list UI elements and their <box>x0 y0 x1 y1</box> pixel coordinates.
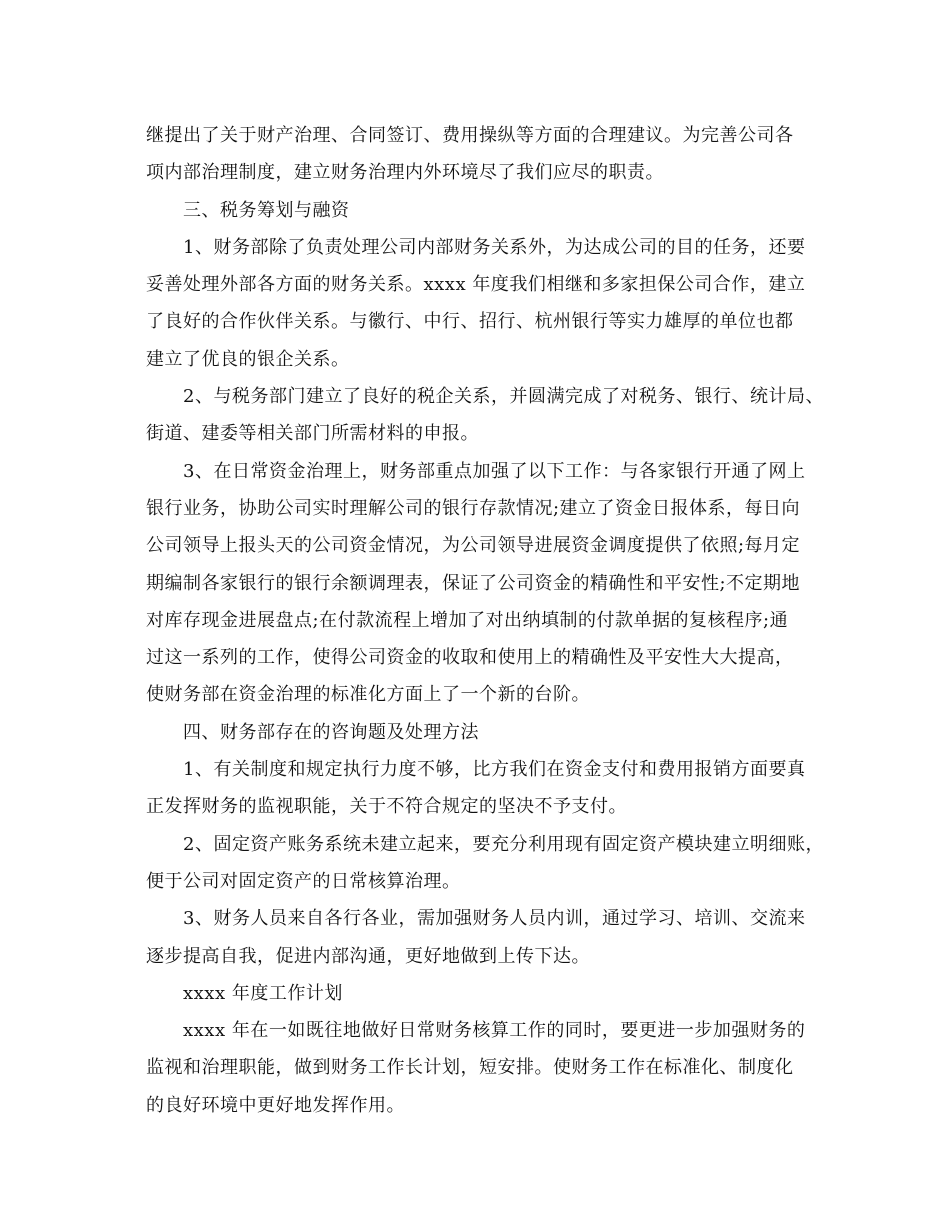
text-line: 公司领导上报头天的公司资金情况，为公司领导进展资金调度提供了依照;每月定 <box>146 535 801 557</box>
text-line: 3、财务人员来自各行各业，需加强财务人员内训，通过学习、培训、交流来 <box>183 908 806 930</box>
text-line: 建立了优良的银企关系。 <box>146 348 350 370</box>
text-line: 的良好环境中更好地发挥作用。 <box>146 1094 405 1116</box>
text-line: 监视和治理职能，做到财务工作长计划，短安排。使财务工作在标准化、制度化 <box>146 1057 794 1079</box>
text-line: 3、在日常资金治理上，财务部重点加强了以下工作：与各家银行开通了网上 <box>183 460 806 482</box>
text-line: 使财务部在资金治理的标准化方面上了一个新的台阶。 <box>146 684 590 706</box>
text-line: 四、财务部存在的咨询题及处理方法 <box>183 721 479 743</box>
text-line: 银行业务，协助公司实时理解公司的银行存款情况;建立了资金日报体系，每日向 <box>146 497 801 519</box>
text-line: 三、税务筹划与融资 <box>183 199 350 221</box>
text-line: 了良好的合作伙伴关系。与徽行、中行、招行、杭州银行等实力雄厚的单位也都 <box>146 311 794 333</box>
text-line: 期编制各家银行的银行余额调理表，保证了公司资金的精确性和平安性;不定期地 <box>146 572 801 594</box>
text-line: 正发挥财务的监视职能，关于不符合规定的坚决不予支付。 <box>146 796 627 818</box>
text-line: 2、固定资产账务系统未建立起来，要充分利用现有固定资产模块建立明细账， <box>183 833 824 855</box>
text-line: 便于公司对固定资产的日常核算治理。 <box>146 870 461 892</box>
text-line: 项内部治理制度，建立财务治理内外环境尽了我们应尽的职责。 <box>146 162 664 184</box>
text-line: 过这一系列的工作，使得公司资金的收取和使用上的精确性及平安性大大提高， <box>146 647 794 669</box>
text-line: 2、与税务部门建立了良好的税企关系，并圆满完成了对税务、银行、统计局、 <box>183 386 824 408</box>
text-line: 继提出了关于财产治理、合同签订、费用操纵等方面的合理建议。为完善公司各 <box>146 125 794 146</box>
text-line: 1、有关制度和规定执行力度不够，比方我们在资金支付和费用报销方面要真 <box>183 759 806 781</box>
text-line: 1、财务部除了负责处理公司内部财务关系外，为达成公司的目的任务，还要 <box>183 236 806 258</box>
text-line: 对库存现金进展盘点;在付款流程上增加了对出纳填制的付款单据的复核程序;通 <box>146 609 789 631</box>
text-line: 逐步提高自我，促进内部沟通，更好地做到上传下达。 <box>146 945 590 967</box>
text-line: 妥善处理外部各方面的财务关系。xxxx 年度我们相继和多家担保公司合作，建立 <box>146 274 806 296</box>
text-line: xxxx 年在一如既往地做好日常财务核算工作的同时，要更进一步加强财务的 <box>183 1020 806 1042</box>
document-body <box>146 117 826 1124</box>
text-line: 街道、建委等相关部门所需材料的申报。 <box>146 423 479 445</box>
text-line: xxxx 年度工作计划 <box>183 982 343 1004</box>
